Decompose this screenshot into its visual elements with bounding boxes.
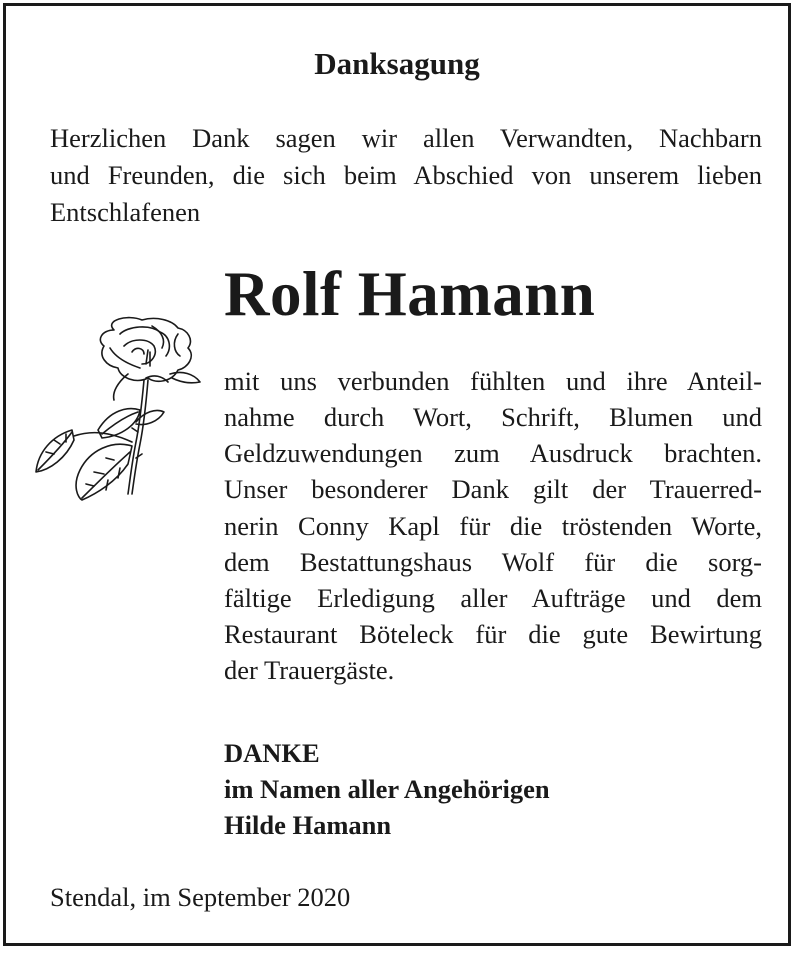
body-line-6: dem Bestattungshaus Wolf für die sorg- bbox=[224, 547, 762, 577]
body-line-3: Geldzuwendungen zum Ausdruck brachten. bbox=[224, 438, 762, 468]
body-line-7: fältige Erledigung aller Aufträge und dem bbox=[224, 583, 762, 613]
intro-line-2: und Freunden, die sich beim Abschied von unserem lieben bbox=[50, 160, 762, 190]
obituary-notice-frame bbox=[3, 3, 791, 946]
signature-name: Hilde Hamann bbox=[224, 810, 392, 840]
signature-on-behalf: im Namen aller Angehörigen bbox=[224, 774, 550, 804]
notice-title: Danksagung bbox=[314, 46, 480, 81]
rose-icon bbox=[32, 312, 210, 502]
place-and-date: Stendal, im September 2020 bbox=[50, 882, 351, 912]
intro-line-3: Entschlafenen bbox=[50, 197, 201, 227]
body-line-4: Unser besonderer Dank gilt der Trauerred- bbox=[224, 474, 762, 504]
body-line-2: nahme durch Wort, Schrift, Blumen und bbox=[224, 402, 762, 432]
deceased-name: Rolf Hamann bbox=[224, 259, 596, 329]
signature-danke: DANKE bbox=[224, 738, 320, 768]
body-line-8: Restaurant Böteleck für die gute Bewirtung bbox=[224, 619, 762, 649]
intro-line-1: Herzlichen Dank sagen wir allen Verwandten, Nachbarn bbox=[50, 123, 762, 153]
body-line-5: nerin Conny Kapl für die tröstenden Worte, bbox=[224, 511, 762, 541]
body-line-9: der Trauergäste. bbox=[224, 655, 395, 685]
body-line-1: mit uns verbunden fühlten und ihre Anteil- bbox=[224, 366, 762, 396]
